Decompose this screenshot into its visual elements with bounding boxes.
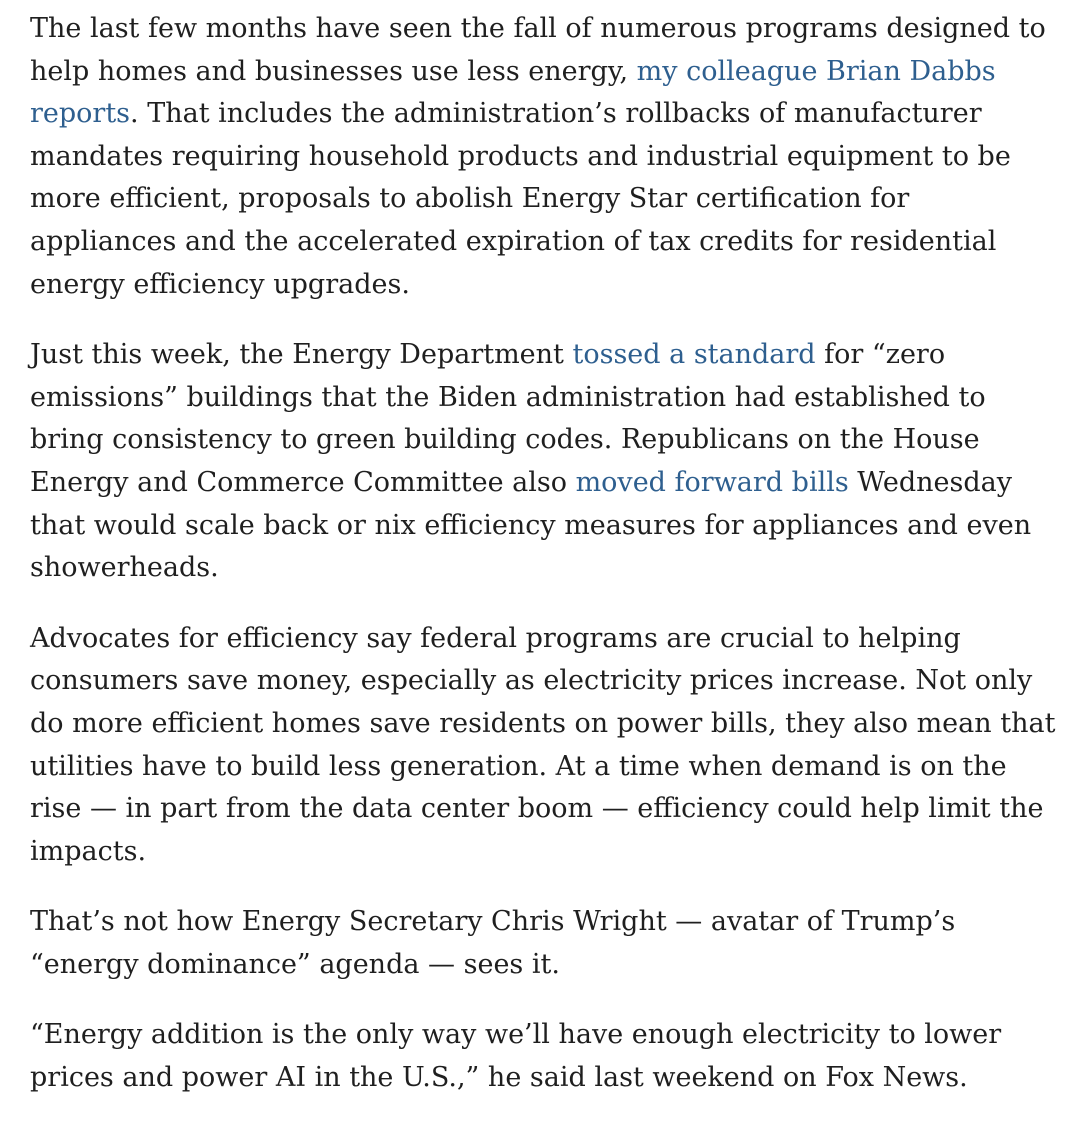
paragraph-1-text-cont: . That includes the administration’s rollbacks of manufacturer mandates requiring household products and industrial equipment to be more efficient, proposals to abolish Energy Star certification for appliances and the accelerated expiration of tax credits for residential energy efficiency upgrades. xyxy=(30,98,1011,300)
paragraph-2-text: Just this week, the Energy Department xyxy=(30,339,573,371)
link-brian-dabbs-reports[interactable]: my colleague Brian Dabbs reports xyxy=(30,55,996,130)
paragraph-3 xyxy=(30,618,1056,874)
paragraph-3-text: Advocates for efficiency say federal programs are crucial to helping consumers save money, especially as electricity prices increase. Not only do more efficient homes save residents on power bills, they also mean that utilities have to build less generation. At a time when demand is on the rise — in part from the data center boom — efficiency could help limit the impacts. xyxy=(30,622,1056,867)
paragraph-1-text: The last few months have seen the fall of numerous programs designed to help homes and businesses use less energy, xyxy=(30,13,1046,87)
paragraph-4 xyxy=(30,901,1056,986)
link-moved-forward-bills[interactable]: moved forward bills xyxy=(575,466,849,498)
paragraph-2-text-cont: for “zero emissions” buildings that the Biden administration had established to bring consistency to green building codes. Republicans on the House Energy and Commerce Committee also xyxy=(30,339,986,498)
paragraph-2 xyxy=(30,334,1056,590)
paragraph-1 xyxy=(30,8,1056,306)
paragraph-4-text: That’s not how Energy Secretary Chris Wright — avatar of Trump’s “energy dominance” agenda — sees it. xyxy=(30,906,956,980)
paragraph-2-text-end: Wednesday that would scale back or nix efficiency measures for appliances and even showerheads. xyxy=(30,466,1032,584)
link-tossed-a-standard[interactable]: tossed a standard xyxy=(572,339,816,371)
paragraph-5 xyxy=(30,1014,1056,1099)
paragraph-5-text: “Energy addition is the only way we’ll have enough electricity to lower prices and power AI in the U.S.,” he said last weekend on Fox News. xyxy=(30,1019,1002,1094)
